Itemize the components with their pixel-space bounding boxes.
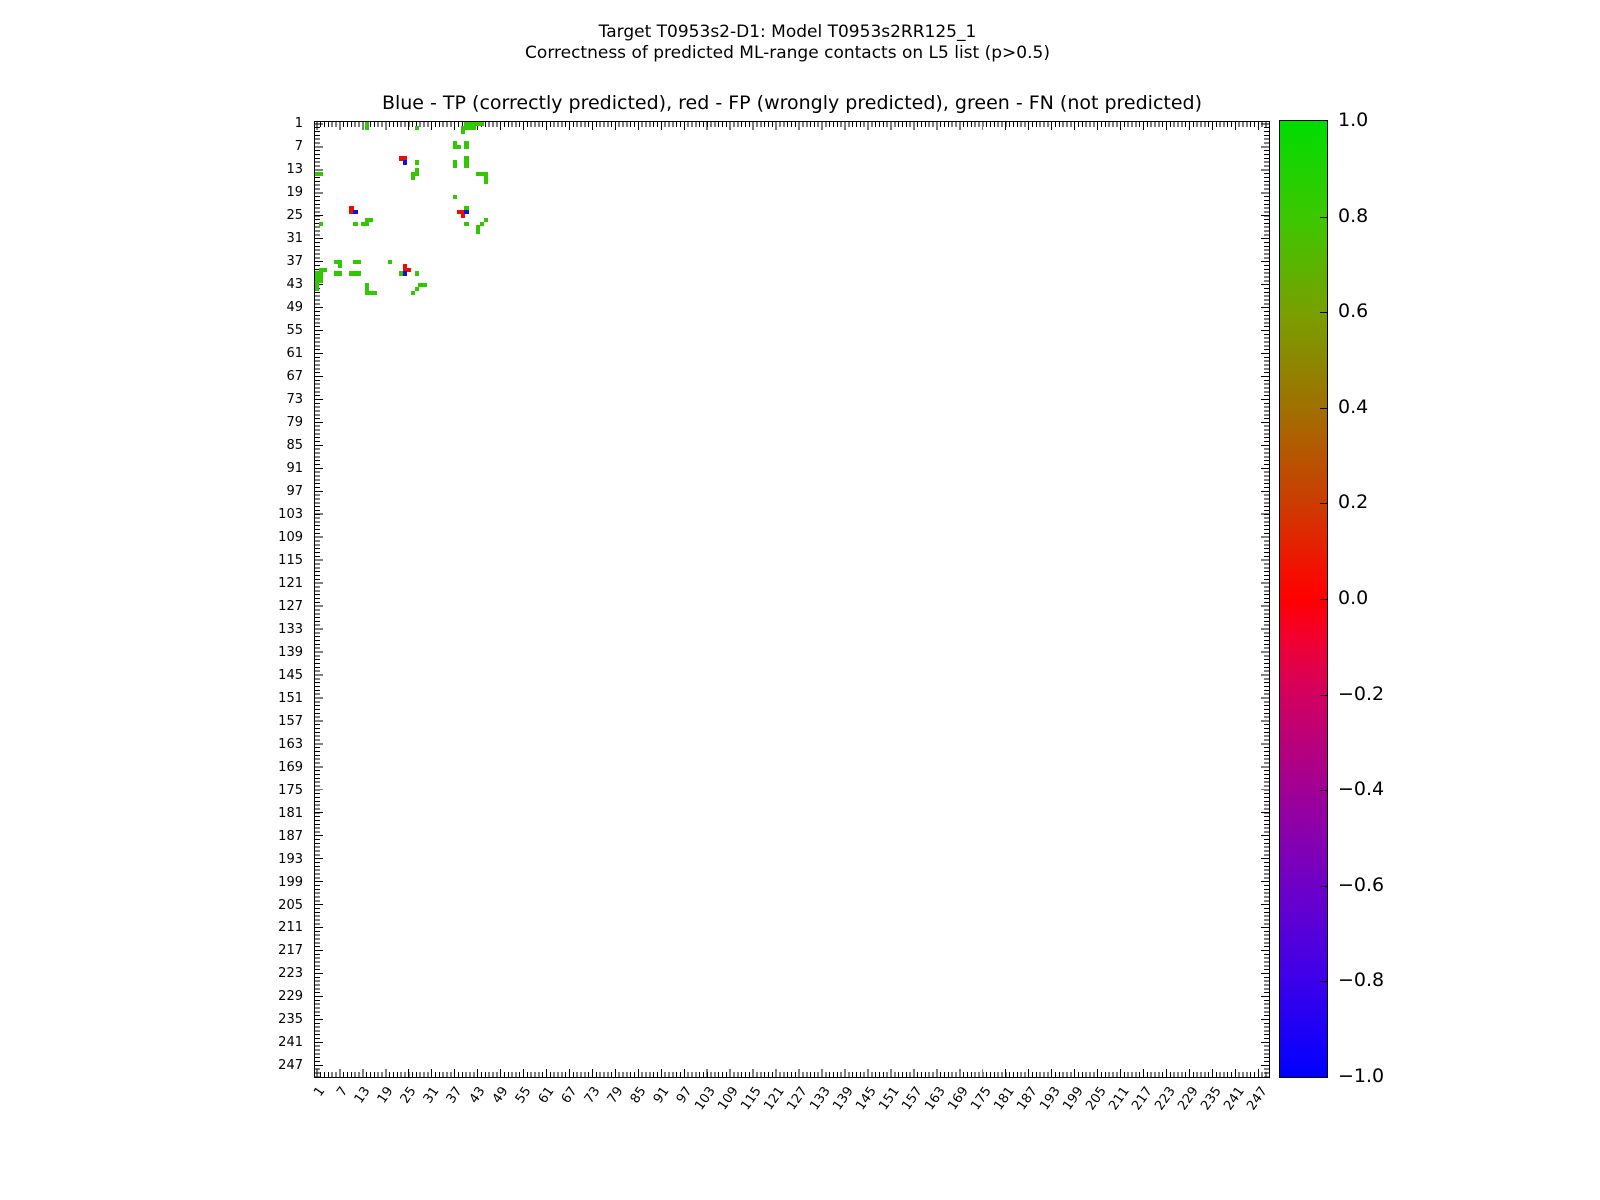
fn-contact-cell [353,222,357,226]
x-tick-label: 121 [761,1084,788,1114]
x-tick-label: 73 [581,1084,604,1107]
x-tick-label: 181 [990,1084,1018,1114]
bottom-axis-minor-ticks [315,1072,1269,1077]
y-tick-label: 55 [286,322,303,338]
x-tick-label: 91 [650,1084,673,1107]
x-tick-label: 229 [1174,1084,1202,1114]
colorbar-tick-label: −0.6 [1338,873,1385,896]
y-tick-label: 241 [278,1035,303,1051]
x-tick-label: 13 [352,1084,374,1107]
y-tick-label: 49 [286,299,303,315]
y-tick-label: 115 [278,552,303,568]
y-tick-label: 175 [278,782,303,798]
right-axis-minor-ticks [1264,122,1269,1077]
y-tick-label: 187 [278,828,303,844]
colorbar-tick-label: −1.0 [1338,1065,1385,1087]
fn-contact-cell [480,222,484,226]
y-tick-label: 79 [286,414,303,430]
fn-contact-cell [476,229,480,233]
colorbar-tick-label: 0.2 [1338,491,1369,514]
x-tick-label: 211 [1105,1084,1133,1114]
fn-contact-cell [422,283,426,287]
fn-contact-cell [319,279,323,283]
colorbar-tick-label: 0.4 [1338,395,1369,418]
colorbar-tick-label: 0.6 [1338,300,1369,323]
x-tick-label: 31 [421,1084,443,1107]
fn-contact-cell [415,126,419,130]
x-tick-label: 217 [1128,1084,1156,1114]
tp-contact-cell [464,210,468,214]
colorbar-tick [1320,599,1327,600]
colorbar-tick [1320,981,1327,982]
y-tick-label: 67 [286,368,303,384]
fn-contact-cell [453,164,457,168]
fn-contact-cell [411,176,415,180]
top-axis-minor-ticks [315,122,1269,127]
tp-contact-cell [403,271,407,275]
colorbar-tick-label: −0.2 [1338,682,1385,705]
fn-contact-cell [464,222,468,226]
colorbar-tick-label: −0.8 [1338,969,1385,992]
axes-title: Blue - TP (correctly predicted), red - FP (wrongly predicted), green - FN (not predicted) [381,92,1203,114]
x-tick-label: 157 [899,1084,926,1114]
y-tick-label: 103 [278,506,303,522]
x-tick-label: 133 [807,1084,834,1114]
colorbar-tick [1320,695,1327,696]
y-tick-label: 133 [278,621,303,637]
x-tick-label: 223 [1151,1084,1179,1114]
fn-contact-cell [484,179,488,183]
x-tick-label: 169 [945,1084,972,1114]
x-tick-label: 205 [1082,1084,1110,1114]
fp-contact-cell [407,268,411,272]
x-tick-label: 235 [1197,1084,1225,1114]
y-tick-label: 139 [278,644,303,660]
x-tick-label: 145 [853,1084,880,1114]
x-tick-label: 241 [1220,1084,1248,1114]
y-tick-label: 43 [286,276,303,292]
fn-contact-cell [338,271,342,275]
x-tick-label: 37 [444,1084,466,1107]
x-tick-label: 79 [604,1084,627,1107]
y-tick-label: 1 [294,115,303,131]
fn-contact-cell [415,271,419,275]
colorbar-tick-label: −0.4 [1338,778,1385,801]
x-tick-label: 25 [398,1084,420,1107]
colorbar-tick-labels [1338,109,1418,1087]
fn-contact-cell [415,172,419,176]
fn-contact-cell [480,122,484,126]
x-tick-label: 109 [715,1084,742,1114]
x-tick-label: 1 [310,1084,328,1100]
x-tick-label: 97 [673,1084,696,1107]
fn-contact-cell [319,172,323,176]
x-tick-label: 127 [784,1084,811,1114]
bottom-axis-major-ticks [315,1069,1269,1077]
colorbar-tick [1320,886,1327,887]
fn-contact-cell [319,222,323,226]
right-axis-major-ticks [1261,122,1269,1077]
x-tick-label: 67 [558,1084,581,1107]
y-tick-label: 199 [278,874,303,890]
y-tick-label: 97 [286,483,303,499]
y-tick-label: 205 [278,897,303,913]
y-tick-label: 193 [278,851,303,867]
x-tick-label: 187 [1013,1084,1041,1114]
fn-contact-cell [411,291,415,295]
fn-contact-cell [457,145,461,149]
fp-contact-cell [461,214,465,218]
y-tick-label: 157 [278,713,303,729]
figure-title-line1: Target T0953s2-D1: Model T0953s2RR125_1 [598,22,977,42]
y-tick-label: 163 [278,736,303,752]
y-tick-label: 151 [278,690,303,706]
colorbar-tick [1320,217,1327,218]
fn-contact-cell [472,126,476,130]
x-axis-tick-labels [310,1080,1271,1140]
y-axis-tick-labels [240,115,303,1078]
y-tick-label: 31 [286,230,303,246]
y-tick-label: 61 [286,345,303,361]
y-tick-label: 19 [286,184,303,200]
x-tick-label: 175 [967,1084,995,1114]
colorbar-tick [1320,790,1327,791]
fn-contact-cell [357,271,361,275]
y-tick-label: 145 [278,667,303,683]
fn-contact-cell [484,218,488,222]
tp-contact-cell [353,210,357,214]
fn-contact-cell [464,145,468,149]
x-tick-label: 151 [876,1084,903,1114]
y-tick-label: 25 [286,207,303,223]
fn-contact-cell [372,291,376,295]
x-tick-label: 163 [922,1084,949,1114]
fn-contact-cell [464,164,468,168]
x-tick-label: 115 [738,1084,765,1114]
y-tick-label: 211 [278,920,303,936]
colorbar [1279,120,1328,1078]
y-tick-label: 169 [278,759,303,775]
y-tick-label: 85 [286,437,303,453]
y-tick-label: 127 [278,598,303,614]
fn-contact-cell [365,126,369,130]
x-tick-label: 43 [467,1084,489,1107]
y-tick-label: 13 [286,161,303,177]
left-axis-minor-ticks [315,122,320,1077]
x-tick-label: 103 [692,1084,719,1114]
fn-contact-cell [323,268,327,272]
fn-contact-cell [369,218,373,222]
fn-contact-cell [315,287,319,291]
x-tick-label: 61 [535,1084,558,1107]
colorbar-tick [1320,408,1327,409]
colorbar-tick-label: 1.0 [1338,109,1369,131]
y-tick-label: 235 [278,1012,303,1028]
colorbar-tick [1320,503,1327,504]
colorbar-tick [1320,312,1327,313]
x-tick-label: 19 [375,1084,397,1107]
y-tick-label: 37 [286,253,303,269]
fn-contact-cell [415,160,419,164]
fn-contact-cell [388,260,392,264]
y-tick-label: 121 [278,575,303,591]
y-tick-label: 247 [278,1058,303,1074]
colorbar-tick-label: 0.8 [1338,204,1369,227]
top-axis-major-ticks [315,122,1269,130]
x-tick-label: 139 [830,1084,857,1114]
contact-map-plot [314,121,1270,1078]
figure-title-line2: Correctness of predicted ML-range contacts on L5 list (p>0.5) [525,43,1050,63]
y-tick-label: 7 [294,138,303,154]
y-tick-label: 223 [278,966,303,982]
x-tick-label: 55 [512,1084,535,1107]
x-tick-label: 199 [1059,1084,1087,1114]
fn-contact-cell [357,260,361,264]
tp-contact-cell [403,160,407,164]
fn-contact-cell [415,287,419,291]
y-tick-label: 181 [278,805,303,821]
colorbar-tick-label: 0.0 [1338,587,1369,609]
y-tick-label: 73 [286,391,303,407]
y-tick-label: 109 [278,529,303,545]
fn-contact-cell [365,222,369,226]
x-tick-label: 193 [1036,1084,1064,1114]
left-axis-major-ticks [315,122,323,1077]
x-tick-label: 247 [1243,1084,1271,1114]
fn-contact-cell [453,195,457,199]
y-tick-label: 229 [278,989,303,1005]
x-tick-label: 7 [333,1084,351,1100]
y-tick-label: 217 [278,943,303,959]
fn-contact-cell [338,264,342,268]
fn-contact-cell [461,130,465,134]
x-tick-label: 85 [627,1084,650,1107]
y-tick-label: 91 [286,460,303,476]
figure-title [0,22,1575,64]
x-tick-label: 49 [489,1084,512,1107]
